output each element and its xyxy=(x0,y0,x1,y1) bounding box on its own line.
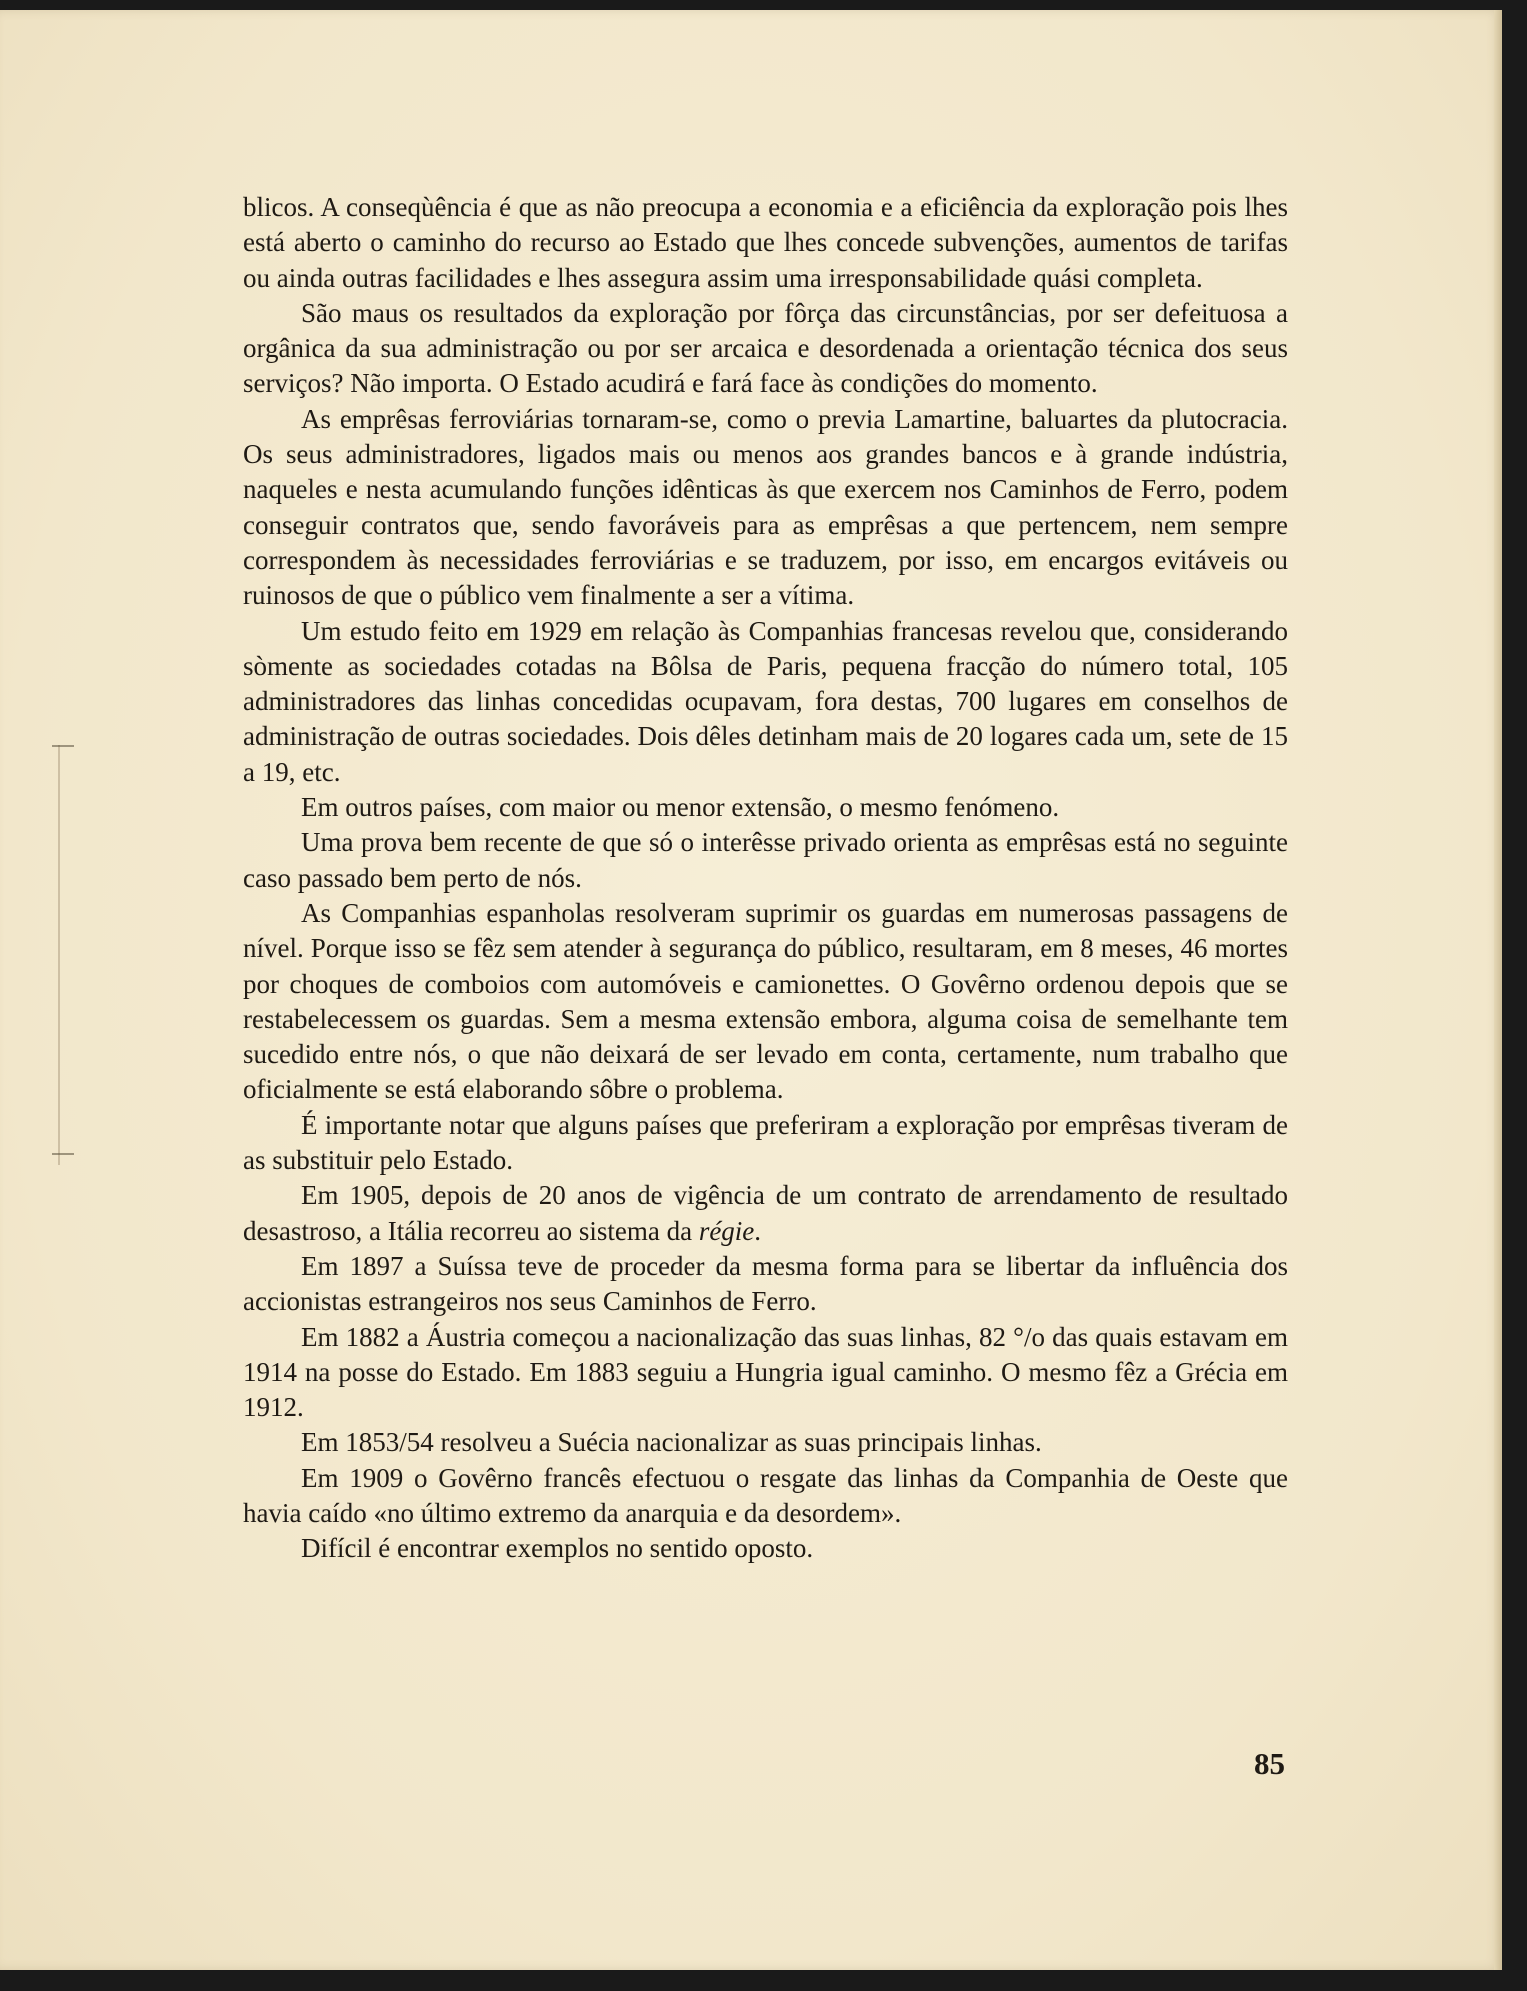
italy-text: Em 1905, depois de 20 anos de vigência de um contrato de arrendamento de resultado desastroso, a Itália recorreu ao sistema da xyxy=(243,1180,1288,1246)
paragraph-difficult: Difícil é encontrar exemplos no sentido oposto. xyxy=(301,1533,814,1564)
page-edge-shadow xyxy=(1494,10,1502,1970)
paragraph-other-countries: Em outros países, com maior ou menor extensão, o mesmo fenómeno. xyxy=(301,792,1060,823)
binding-mark xyxy=(58,745,74,1165)
italy-end: . xyxy=(754,1215,762,1246)
paragraph-results: São maus os resultados da exploração por fôrça das circunstâncias, por ser defeituosa a orgânica da sua administração ou por ser arcaica e desordenada a orientação técnica dos seus serviços? Não importa. O Estado acudirá e fará face às condições do momento. xyxy=(243,297,1288,399)
paragraph-switzerland: Em 1897 a Suíssa teve de proceder da mesma forma para se libertar da influência dos accionistas estrangeiros nos seus Caminhos de Ferro. xyxy=(243,1250,1288,1317)
paragraph-france-1909: Em 1909 o Govêrno francês efectuou o resgate das linhas da Companhia de Oeste que havia caído «no último extremo da anarquia e da desordem». xyxy=(243,1462,1288,1528)
paragraph-spanish-companies: As Companhias espanholas resolveram suprimir os guardas em numerosas passagens de nível. Porque isso se fêz sem atender à segurança do público, resultaram, em 8 meses, 46 mortes por choques de comboios com automóveis e camionettes. O Govêrno ordenou depois que se restabelecessem os guardas. Sem a mesma extensão embora, alguma coisa de semelhante tem sucedido entre nós, o que não deixará de ser levado em conta, certamente, num trabalho que oficialmente se está elaborando sôbre o problema. xyxy=(243,897,1288,1105)
paragraph-study-1929: Um estudo feito em 1929 em relação às Companhias francesas revelou que, considerando sòmente as sociedades cotadas na Bôlsa de Paris, pequena fracção do número total, 105 administradores das linhas concedidas ocupavam, fora destas, 700 lugares em conselhos de administração de outras sociedades. Dois dêles detinham mais de 20 logares cada um, sete de 15 a 19, etc. xyxy=(243,615,1288,787)
paragraph-continuation: blicos. A conseqùência é que as não preocupa a economia e a eficiência da exploração pois lhes está aberto o caminho do recurso ao Estado que lhes concede subvenções, aumentos de tarifas ou ainda outras facilidades e lhes assegura assim uma irresponsabilidade quási completa. xyxy=(243,192,1288,293)
paragraph-sweden: Em 1853/54 resolveu a Suécia nacionalizar as suas principais linhas. xyxy=(301,1427,1042,1458)
paragraph-important-note: É importante notar que alguns países que preferiram a exploração por emprêsas tiveram de as substituir pelo Estado. xyxy=(243,1109,1288,1176)
binding-tick-bottom xyxy=(52,1153,74,1155)
book-page xyxy=(0,10,1502,1970)
page-number: 85 xyxy=(1254,1746,1285,1781)
body-text xyxy=(243,190,1288,1567)
italy-regie-term: régie xyxy=(698,1215,755,1246)
paragraph-italy xyxy=(243,1178,1288,1249)
binding-tick-top xyxy=(52,745,74,747)
paragraph-recent-proof: Uma prova bem recente de que só o interêsse privado orienta as emprêsas está no seguinte caso passado bem perto de nós. xyxy=(243,827,1288,893)
paragraph-plutocracy: As emprêsas ferroviárias tornaram-se, como o previa Lamartine, baluartes da plutocracia. Os seus administradores, ligados mais ou menos aos grandes bancos e à grande indústria, naqueles e nesta acumulando funções idênticas às que exercem nos Caminhos de Ferro, podem conseguir contratos que, sendo favoráveis para as emprêsas a que pertencem, nem sempre correspondem às necessidades ferroviárias e se traduzem, por isso, em encargos evitáveis ou ruinosos de que o público vem finalmente a ser a vítima. xyxy=(243,403,1288,611)
paragraph-austria: Em 1882 a Áustria começou a nacionalização das suas linhas, 82 °/o das quais estavam em 1914 na posse do Estado. Em 1883 seguiu a Hungria igual caminho. O mesmo fêz a Grécia em 1912. xyxy=(243,1321,1288,1423)
